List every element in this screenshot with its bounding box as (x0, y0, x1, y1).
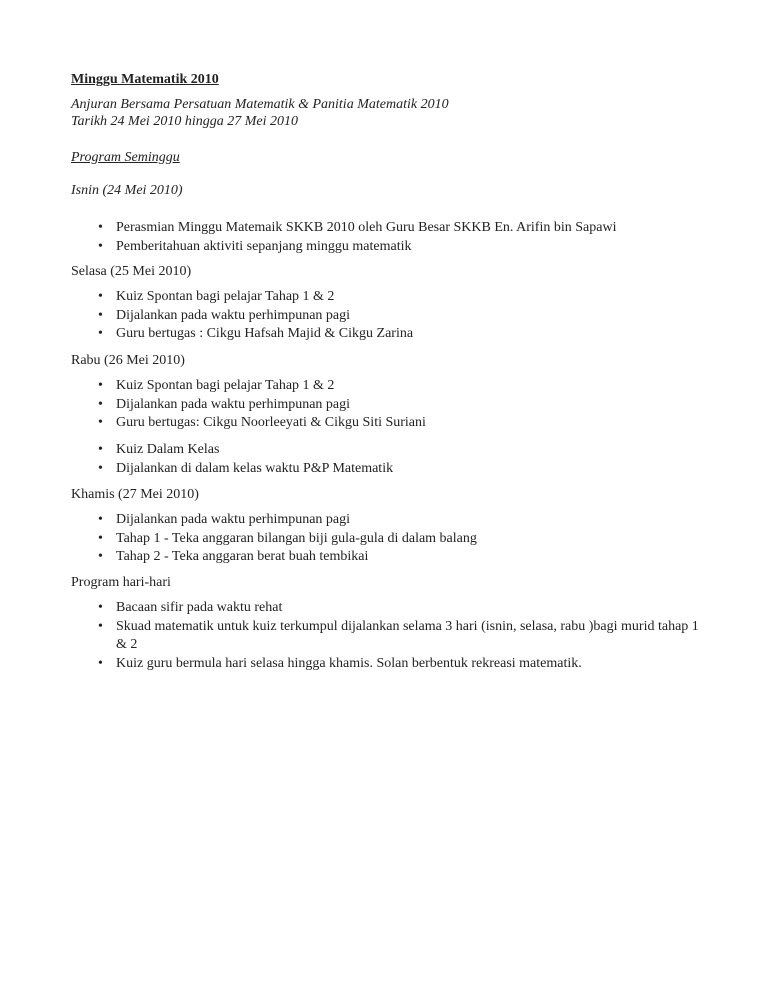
bullet-icon: • (98, 220, 103, 235)
bullet-icon: • (98, 289, 103, 304)
day-label-program-hari-hari: Program hari-hari (71, 575, 171, 590)
bullet-icon: • (98, 326, 103, 342)
list-item: • Perasmian Minggu Matemaik SKKB 2010 oleh Guru Besar SKKB En. Arifin bin Sapawi (71, 219, 711, 238)
list-item: • Dijalankan pada waktu perhimpunan pagi (71, 396, 711, 415)
subtitle-date-range: Tarikh 24 Mei 2010 hingga 27 Mei 2010 (71, 114, 298, 129)
list-item: • Pemberitahuan aktiviti sepanjang minggu matematik (71, 238, 711, 257)
day-label-khamis: Khamis (27 Mei 2010) (71, 487, 199, 502)
list-item: • Dijalankan pada waktu perhimpunan pagi (71, 307, 711, 326)
bullet-icon: • (98, 600, 103, 615)
list-item: • Dijalankan di dalam kelas waktu P&P Matematik (71, 460, 711, 479)
bullet-icon: • (98, 442, 103, 457)
list-item: • Tahap 1 - Teka anggaran bilangan biji gula-gula di dalam balang (71, 530, 711, 549)
list-program-hari-hari (71, 599, 711, 674)
list-item: • Guru bertugas : Cikgu Hafsah Majid & Cikgu Zarina (71, 325, 711, 344)
list-item: • Tahap 2 - Teka anggaran berat buah tembikai (71, 548, 711, 567)
bullet-icon: • (98, 238, 103, 254)
day-label-isnin: Isnin (24 Mei 2010) (71, 183, 183, 198)
list-selasa (71, 288, 711, 344)
day-label-selasa: Selasa (25 Mei 2010) (71, 264, 192, 279)
list-item: • Kuiz Dalam Kelas (71, 441, 711, 460)
bullet-icon: • (98, 656, 103, 672)
document-title: Minggu Matematik 2010 (71, 72, 219, 87)
document-subtitle (71, 96, 449, 130)
list-item: • Dijalankan pada waktu perhimpunan pagi (71, 511, 711, 530)
list-item: • Guru bertugas: Cikgu Noorleeyati & Cikgu Siti Suriani (71, 414, 711, 433)
list-item: • Kuiz Spontan bagi pelajar Tahap 1 & 2 (71, 377, 711, 396)
list-item: • Bacaan sifir pada waktu rehat (71, 599, 711, 618)
bullet-icon: • (98, 378, 103, 393)
bullet-icon: • (98, 396, 103, 412)
subtitle-organizer: Anjuran Bersama Persatuan Matematik & Panitia Matematik 2010 (71, 97, 449, 112)
day-label-rabu: Rabu (26 Mei 2010) (71, 353, 185, 368)
bullet-icon: • (98, 415, 103, 431)
list-item: • Skuad matematik untuk kuiz terkumpul dijalankan selama 3 hari (isnin, selasa, rabu )bagi murid tahap 1 & 2 (98, 618, 699, 653)
list-item: • Kuiz guru bermula hari selasa hingga khamis. Solan berbentuk rekreasi matematik. (71, 655, 711, 674)
list-rabu-2 (71, 441, 711, 478)
list-rabu-1 (71, 377, 711, 433)
bullet-icon: • (98, 307, 103, 323)
list-item: • Kuiz Spontan bagi pelajar Tahap 1 & 2 (71, 288, 711, 307)
bullet-icon: • (98, 549, 103, 565)
program-heading: Program Seminggu (71, 150, 180, 165)
bullet-icon: • (98, 460, 103, 476)
list-khamis (71, 511, 711, 567)
bullet-icon: • (98, 618, 103, 634)
bullet-icon: • (98, 512, 103, 527)
bullet-icon: • (98, 530, 103, 546)
list-isnin (71, 219, 711, 256)
